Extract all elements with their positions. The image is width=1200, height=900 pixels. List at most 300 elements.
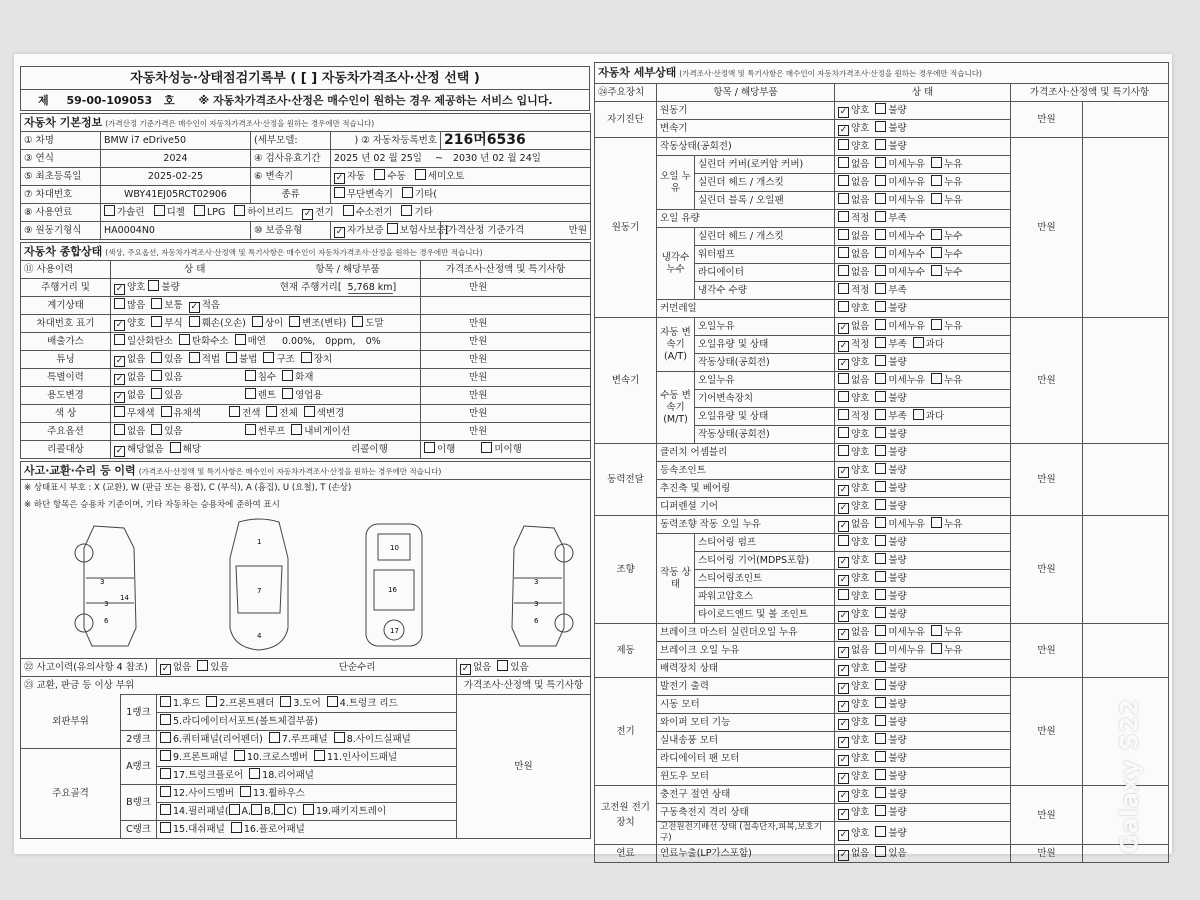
state-header: 상 태 <box>835 84 1011 102</box>
detail-item: 작동상태(공회전) <box>695 354 835 372</box>
checkbox <box>931 229 942 240</box>
price-base: ]가격산정 기준가격 만원 <box>441 222 591 240</box>
checkbox <box>838 229 849 240</box>
checkbox <box>875 463 886 474</box>
rank-a-items-2: 17.트렁크플로어 18.리어패널 <box>157 767 457 785</box>
detail-row <box>595 138 1169 156</box>
detail-state: ✓ 양호 불량 <box>835 768 1011 786</box>
rank-2-items: 6.쿼터패널(리어펜더) 7.루프패널 8.사이드실패널 <box>157 731 457 749</box>
checkbox <box>838 589 849 600</box>
main-frame-label: 주요골격 <box>21 749 121 839</box>
checkbox <box>875 481 886 492</box>
detail-state: ✓ 양호 불량 <box>835 606 1011 624</box>
svg-text:10: 10 <box>390 544 399 552</box>
accident-state: ✓ 없음 있음 단순수리 <box>157 659 457 677</box>
detail-note <box>1083 102 1169 138</box>
no-suffix: 호 <box>164 93 175 107</box>
detail-item: 실린더 헤드 / 개스킷 <box>695 228 835 246</box>
detail-state: ✓ 양호 불량 <box>835 120 1011 138</box>
detail-state: ✓ 양호 불량 <box>835 660 1011 678</box>
form-title: 자동차성능·상태점검기록부 ( [ ] 자동차가격조사·산정 선택 ) <box>21 67 590 90</box>
device-group: 연료 <box>595 845 657 863</box>
checkbox <box>875 337 886 348</box>
detail-state: 없음 미세누유 누유 <box>835 156 1011 174</box>
detail-state: 없음 미세누수 누수 <box>835 264 1011 282</box>
checkbox <box>875 427 886 438</box>
transmission-label: ⑥ 변속기 <box>251 168 331 186</box>
detail-price: 만원 <box>1011 444 1083 516</box>
detail-item: 실린더 블록 / 오일팬 <box>695 192 835 210</box>
checkbox <box>838 157 849 168</box>
checkbox-checked <box>838 359 849 370</box>
detail-state: ✓ 양호 불량 <box>835 786 1011 804</box>
detail-item: 추진축 및 베어링 <box>657 480 835 498</box>
checkbox <box>875 247 886 258</box>
checkbox <box>838 175 849 186</box>
detail-item: 시동 모터 <box>657 696 835 714</box>
gauge-state: 많음 보통✓ 적음 <box>111 297 421 315</box>
detail-state: 없음 미세누유 누유 <box>835 192 1011 210</box>
checkbox <box>838 139 849 150</box>
special-history-label: 특별이력 <box>21 369 111 387</box>
recall-label: 리콜대상 <box>21 441 111 459</box>
detail-item: 스티어링 펌프 <box>695 534 835 552</box>
detail-state: 양호 불량 <box>835 534 1011 552</box>
detail-state: ✓ 없음 있음 <box>835 845 1011 863</box>
device-group: 동력전달 <box>595 444 657 516</box>
detail-row <box>595 444 1169 462</box>
detail-state: ✓ 양호 불량 <box>835 822 1011 845</box>
detail-item: 스티어링 기어(MDPS포함) <box>695 552 835 570</box>
detail-item: 실린더 커버(로커암 커버) <box>695 156 835 174</box>
checkbox-checked <box>838 701 849 712</box>
vin-mark-label: 차대번호 표기 <box>21 315 111 333</box>
checkbox-checked <box>838 557 849 568</box>
checkbox <box>931 373 942 384</box>
detail-state: ✓ 적정 부족 과다 <box>835 336 1011 354</box>
detail-row <box>595 102 1169 120</box>
detail-state: ✓ 없음 미세누유 누유 <box>835 516 1011 534</box>
detail-price: 만원 <box>1011 624 1083 678</box>
checkbox-checked <box>838 467 849 478</box>
emission-state: 일산화탄소 탄화수소 매연 0.00%, 0ppm, 0% <box>111 333 421 351</box>
checkbox <box>875 643 886 654</box>
detail-price: 만원 <box>1011 678 1083 786</box>
svg-text:16: 16 <box>388 586 397 594</box>
detail-row <box>595 624 1169 642</box>
detail-item: 충전구 절연 상태 <box>657 786 835 804</box>
checkbox-checked <box>838 107 849 118</box>
detail-state: 양호 불량 <box>835 426 1011 444</box>
detail-state: 적정 부족 <box>835 282 1011 300</box>
detail-row <box>595 678 1169 696</box>
checkbox <box>875 445 886 456</box>
checkbox <box>838 409 849 420</box>
detail-item: 배력장치 상태 <box>657 660 835 678</box>
use-change-state: ✓ 없음 있음 렌트 영업용 <box>111 387 421 405</box>
checkbox-checked <box>838 485 849 496</box>
detail-row <box>595 516 1169 534</box>
accident-table <box>20 461 591 839</box>
checkbox <box>875 751 886 762</box>
detail-price: 만원 <box>1011 786 1083 845</box>
detail-item: 워터펌프 <box>695 246 835 264</box>
rank-2: 2랭크 <box>121 731 157 749</box>
checkbox-checked <box>838 125 849 136</box>
detail-item: 오일누유 <box>695 318 835 336</box>
color-label: 색 상 <box>21 405 111 423</box>
checkbox <box>875 846 886 857</box>
device-group: 자기진단 <box>595 102 657 138</box>
svg-text:3: 3 <box>534 578 539 586</box>
car-right-view <box>494 518 584 653</box>
detail-item: 스티어링조인트 <box>695 570 835 588</box>
detail-item: 원동기 <box>657 102 835 120</box>
service-notice: ※ 자동차가격조사·산정은 매수인이 원하는 경우 제공하는 서비스 입니다. <box>198 93 553 107</box>
detail-item: 커먼레일 <box>657 300 835 318</box>
car-diagrams <box>21 514 591 659</box>
rank-1: 1랭크 <box>121 695 157 731</box>
checkbox-checked <box>838 773 849 784</box>
legend-1: ※ 상태표시 부호 : X (교환), W (판금 또는 용접), C (부식), A (흠집), U (요철), T (손상) <box>21 480 591 498</box>
detail-state: ✓ 양호 불량 <box>835 552 1011 570</box>
checkbox <box>931 517 942 528</box>
checkbox <box>875 211 886 222</box>
rank-c: C랭크 <box>121 821 157 839</box>
checkbox <box>875 553 886 564</box>
checkbox <box>838 247 849 258</box>
year-label: ③ 연식 <box>21 150 101 168</box>
year: 2024 <box>101 150 251 168</box>
accident-price: 만원 <box>457 695 591 839</box>
checkbox-checked <box>838 791 849 802</box>
detail-item: 작동상태(공회전) <box>657 138 835 156</box>
detail-item: 타이로드엔드 및 볼 조인트 <box>695 606 835 624</box>
svg-text:4: 4 <box>257 632 262 640</box>
checkbox <box>875 409 886 420</box>
detail-state: 적정 부족 과다 <box>835 408 1011 426</box>
device-group: 원동기 <box>595 138 657 318</box>
detail-state: ✓ 양호 불량 <box>835 714 1011 732</box>
checkbox <box>875 265 886 276</box>
svg-text:3: 3 <box>104 600 109 608</box>
checkbox <box>838 535 849 546</box>
checkbox <box>838 265 849 276</box>
emission-label: 배출가스 <box>21 333 111 351</box>
detail-item: 기어변속장치 <box>695 390 835 408</box>
detail-state: ✓ 없음 미세누유 누유 <box>835 318 1011 336</box>
detail-item: 실린더 헤드 / 개스킷 <box>695 174 835 192</box>
checkbox <box>875 787 886 798</box>
transmission-options-2: 무단변속기 기타( <box>331 186 591 204</box>
accident-price-header: 가격조사·산정액 및 특기사항 <box>457 677 591 695</box>
repair-state: ✓ 없음 있음 <box>457 659 591 677</box>
checkbox-checked <box>838 611 849 622</box>
detail-state: 없음 미세누수 누수 <box>835 228 1011 246</box>
detail-state: ✓ 양호 불량 <box>835 462 1011 480</box>
checkbox-checked <box>334 173 345 184</box>
checkbox <box>838 211 849 222</box>
rank-1-items-2: 5.라디에이터서포트(볼트체결부품) <box>157 713 457 731</box>
outer-panel-label: 외판부위 <box>21 695 121 749</box>
color-state: 무채색 유채색 전색 전체 색변경 <box>111 405 421 423</box>
device-group: 변속기 <box>595 318 657 444</box>
detail-note <box>1083 138 1169 318</box>
no-label: 제 <box>38 93 49 107</box>
mileage-label: 주행거리 및 <box>21 279 111 297</box>
checkbox <box>875 283 886 294</box>
detail-item: 오일유량 및 상태 <box>695 336 835 354</box>
detail-item: 윈도우 모터 <box>657 768 835 786</box>
checkbox <box>875 391 886 402</box>
reg-no-label: ) ② 자동차등록번호 <box>331 132 441 150</box>
checkbox <box>875 625 886 636</box>
detail-item: 파워고압호스 <box>695 588 835 606</box>
rank-b-items-2: 14.필러패널( A, B, C) 19.패키지트레이 <box>157 803 457 821</box>
rank-a: A랭크 <box>121 749 157 785</box>
device-group: 조향 <box>595 516 657 624</box>
inspect-period: 2025 년 02 월 25일 ~ 2030 년 02 월 24일 <box>331 150 591 168</box>
checkbox <box>875 139 886 150</box>
checkbox <box>931 643 942 654</box>
sub-group-label: 오일 누유 <box>657 156 695 210</box>
header-table <box>20 66 590 111</box>
checkbox <box>875 103 886 114</box>
checkbox-checked <box>838 719 849 730</box>
checkbox-checked <box>838 341 849 352</box>
left-column <box>20 66 590 852</box>
checkbox <box>875 715 886 726</box>
detail-item: 냉각수 수량 <box>695 282 835 300</box>
checkbox <box>931 157 942 168</box>
detail-model-label: (세부모델: <box>251 132 331 150</box>
checkbox <box>913 337 924 348</box>
detail-item: 라디에이터 팬 모터 <box>657 750 835 768</box>
checkbox <box>875 175 886 186</box>
detail-item: 브레이크 마스터 실린더오일 누유 <box>657 624 835 642</box>
svg-text:3: 3 <box>534 600 539 608</box>
checkbox <box>875 697 886 708</box>
detail-price: 만원 <box>1011 318 1083 444</box>
sub-group-label: 냉각수 누수 <box>657 228 695 300</box>
detail-header: 자동차 세부상태 (가격조사·산정액 및 특기사항은 매수인이 자동차가격조사·산정을 원하는 경우에만 적습니다) <box>595 63 1169 84</box>
checkbox <box>838 391 849 402</box>
motor-label: ⑨ 원동기형식 <box>21 222 101 240</box>
detail-state: 없음 미세누유 누유 <box>835 372 1011 390</box>
checkbox <box>875 373 886 384</box>
mileage-state: ✓ 양호 불량 현재 주행거리[ 5,768 km] <box>111 279 421 297</box>
detail-price: 만원 <box>1011 516 1083 624</box>
vin: WBY41EJ05RCT02906 <box>101 186 251 204</box>
use-change-label: 용도변경 <box>21 387 111 405</box>
checkbox <box>931 247 942 258</box>
checkbox-checked <box>838 683 849 694</box>
checkbox-checked <box>838 503 849 514</box>
checkbox <box>875 826 886 837</box>
special-history-state: ✓ 없음 있음 침수 화재 <box>111 369 421 387</box>
detail-item: 와이퍼 모터 기능 <box>657 714 835 732</box>
overall-state-table: 자동차 종합상태 (색상, 주요옵션, 자동차가격조사·산정액 및 특기사항은 매수인이 자동차가격조사·산정을 원하는 경우에만 적습니다) ⑪ 사용이력 상 태 항목 / 해당부품 가격조사·산정액 및 특기사항 주행거리 및 ✓ 양호 불량 현재 주행거리[ 5,768 km] 만원 계기상태 많음 보통✓ 적음 차대번호 표기 ✓ 양호 부식 훼손(오손) 상이 변조(변타) 도말 만원 배출가스 일산화탄소 탄화수소 매연 0.00%, 0ppm, 0% 만원 튜닝 ✓ 없음 있음 적법 불법 구조 장치 만원 특별이력 ✓ 없음 있음 침수 화재 만원 용도변경 ✓ 없음 있음 렌트 영업용 만원 색 상 무채색 유채색 전색 전체 색변경 만원 주요옵션 없음 있음 썬루프 내비게이션 만원 리콜대상 ✓ 해당없음 해당 리콜이행 이행 미이행 <box>20 242 591 459</box>
checkbox <box>931 175 942 186</box>
checkbox <box>838 427 849 438</box>
detail-item: 구동축전지 격리 상태 <box>657 804 835 822</box>
device-group: 제동 <box>595 624 657 678</box>
transmission-label-2: 종류 <box>251 186 331 204</box>
checkbox <box>374 169 385 180</box>
svg-text:6: 6 <box>534 617 539 625</box>
parts-label: ㉓ 교환, 판금 등 이상 부위 <box>21 677 457 695</box>
detail-note <box>1083 318 1169 444</box>
detail-item: 오일유량 및 상태 <box>695 408 835 426</box>
checkbox <box>875 229 886 240</box>
checkbox <box>875 535 886 546</box>
detail-state-table <box>594 62 1169 863</box>
detail-item: 오일누유 <box>695 372 835 390</box>
checkbox <box>875 589 886 600</box>
recall-state: ✓ 해당없음 해당 리콜이행 <box>111 441 421 459</box>
detail-state: ✓ 없음 미세누유 누유 <box>835 624 1011 642</box>
reg-no: 216머6536 <box>441 132 591 150</box>
form-number-row <box>21 90 590 111</box>
first-reg: 2025-02-25 <box>101 168 251 186</box>
detail-state: ✓ 양호 불량 <box>835 732 1011 750</box>
detail-item: 등속조인트 <box>657 462 835 480</box>
overall-header: 자동차 종합상태 (색상, 주요옵션, 자동차가격조사·산정액 및 특기사항은 매수인이 자동차가격조사·산정을 원하는 경우에만 적습니다) <box>21 243 591 261</box>
sub-group-label: 작동 상태 <box>657 534 695 624</box>
checkbox <box>875 157 886 168</box>
rank-a-items: 9.프론트패널 10.크로스멤버 11.인사이드패널 <box>157 749 457 767</box>
right-column <box>594 62 1168 859</box>
detail-state: 적정 부족 <box>835 210 1011 228</box>
gauge-label: 계기상태 <box>21 297 111 315</box>
detail-state: ✓ 양호 불량 <box>835 696 1011 714</box>
checkbox-checked <box>838 521 849 532</box>
price-header: 가격조사·산정액 및 특기사항 <box>421 261 591 279</box>
checkbox <box>875 499 886 510</box>
camera-watermark: Galaxy S22 <box>1115 698 1144 854</box>
accident-label: ㉒ 사고이력(유의사항 4 참조) <box>21 659 157 677</box>
checkbox-checked <box>838 323 849 334</box>
detail-state: 양호 불량 <box>835 300 1011 318</box>
basic-info-header: 자동차 기본정보 (가격산정 기준가격은 매수인이 자동차가격조사·산정을 원하는 경우에만 적습니다) <box>21 114 591 132</box>
state-header: 상 태 항목 / 해당부품 <box>111 261 421 279</box>
vin-label: ⑦ 차대번호 <box>21 186 101 204</box>
detail-state: ✓ 없음 미세누유 누유 <box>835 642 1011 660</box>
detail-row <box>595 318 1169 336</box>
detail-price: 만원 <box>1011 845 1083 863</box>
detail-state: 양호 불량 <box>835 138 1011 156</box>
checkbox <box>931 193 942 204</box>
checkbox-checked <box>838 850 849 861</box>
rank-c-items: 15.대쉬패널 16.플로어패널 <box>157 821 457 839</box>
rank-b: B랭크 <box>121 785 157 821</box>
checkbox <box>875 301 886 312</box>
detail-item: 발전기 출력 <box>657 678 835 696</box>
options-label: 주요옵션 <box>21 423 111 441</box>
checkbox <box>875 517 886 528</box>
warranty-options: ✓ 자가보증 보험사보증[ <box>331 222 441 240</box>
checkbox <box>875 193 886 204</box>
checkbox <box>875 769 886 780</box>
sub-group-label: 자동 변속기 (A/T) <box>657 318 695 372</box>
detail-item: 동력조향 작동 오일 누유 <box>657 516 835 534</box>
detail-item: 변속기 <box>657 120 835 138</box>
checkbox <box>875 805 886 816</box>
mileage-price: 만원 <box>421 279 591 297</box>
car-frame-view <box>354 518 434 653</box>
tuning-state: ✓ 없음 있음 적법 불법 구조 장치 <box>111 351 421 369</box>
car-left-view <box>64 518 154 653</box>
svg-text:7: 7 <box>257 587 262 595</box>
warranty-label: ⑩ 보증유형 <box>251 222 331 240</box>
checkbox-checked <box>838 809 849 820</box>
tuning-label: 튜닝 <box>21 351 111 369</box>
detail-state: 양호 불량 <box>835 390 1011 408</box>
detail-state: ✓ 양호 불량 <box>835 678 1011 696</box>
checkbox <box>875 355 886 366</box>
detail-item: 클러치 어셈블리 <box>657 444 835 462</box>
legend-2: ※ 하단 항목은 승용차 기준이며, 기타 자동차는 승용차에 준하여 표시 <box>21 497 591 514</box>
rank-b-items: 12.사이드멤버 13.휠하우스 <box>157 785 457 803</box>
checkbox-checked <box>838 830 849 841</box>
usage-header: ⑪ 사용이력 <box>21 261 111 279</box>
motor: HA0004N0 <box>101 222 251 240</box>
checkbox-checked <box>838 665 849 676</box>
no-value: 59-00-109053 <box>66 93 153 107</box>
fuel-label: ⑧ 사용연료 <box>21 204 101 222</box>
checkbox <box>931 625 942 636</box>
detail-item: 브레이크 오일 누유 <box>657 642 835 660</box>
detail-state: ✓ 양호 불량 <box>835 480 1011 498</box>
checkbox-checked <box>838 737 849 748</box>
checkbox <box>838 193 849 204</box>
detail-item: 작동상태(공회전) <box>695 426 835 444</box>
checkbox <box>875 121 886 132</box>
checkbox <box>838 301 849 312</box>
detail-item: 고전원전기배선 상태 (접속단자,피복,보호기구) <box>657 822 835 845</box>
checkbox <box>875 679 886 690</box>
detail-item: 디퍼렌셜 기어 <box>657 498 835 516</box>
checkbox <box>875 607 886 618</box>
transmission-options: ✓ 자동 수동 세미오토 <box>331 168 591 186</box>
svg-text:17: 17 <box>390 627 399 635</box>
detail-price: 만원 <box>1011 102 1083 138</box>
detail-state: ✓ 양호 불량 <box>835 804 1011 822</box>
device-group: 고전원 전기장치 <box>595 786 657 845</box>
accident-header: 사고·교환·수리 등 이력 (가격조사·산정액 및 특기사항은 매수인이 자동차가격조사·산정을 원하는 경우에만 적습니다) <box>21 462 591 480</box>
vin-mark-state: ✓ 양호 부식 훼손(오손) 상이 변조(변타) 도말 <box>111 315 421 333</box>
sub-group-label: 수동 변속기 (M/T) <box>657 372 695 444</box>
checkbox <box>875 571 886 582</box>
detail-note <box>1083 624 1169 678</box>
detail-state: ✓ 양호 불량 <box>835 750 1011 768</box>
detail-state: 없음 미세누수 누수 <box>835 246 1011 264</box>
detail-item: 라디에이터 <box>695 264 835 282</box>
detail-state: 양호 불량 <box>835 444 1011 462</box>
car-name-label: ① 차명 <box>21 132 101 150</box>
checkbox <box>875 661 886 672</box>
checkbox <box>931 265 942 276</box>
detail-state: ✓ 양호 불량 <box>835 498 1011 516</box>
inspect-period-label: ④ 검사유효기간 <box>251 150 331 168</box>
detail-note <box>1083 516 1169 624</box>
detail-state: ✓ 양호 불량 <box>835 354 1011 372</box>
first-reg-label: ⑤ 최초등록일 <box>21 168 101 186</box>
detail-price-header: 가격조사·산정액 및 특기사항 <box>1011 84 1169 102</box>
checkbox <box>875 319 886 330</box>
checkbox-checked <box>838 629 849 640</box>
checkbox <box>931 319 942 330</box>
